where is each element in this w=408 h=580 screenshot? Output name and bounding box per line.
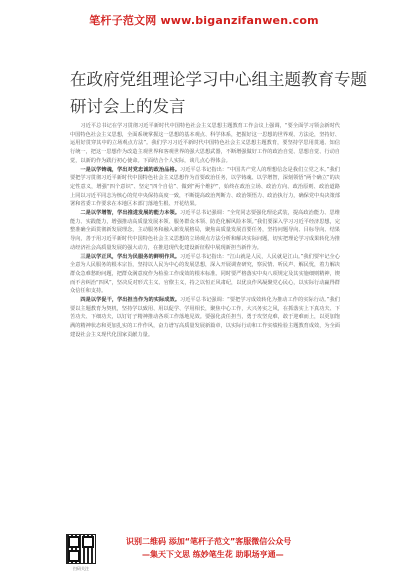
qr-code-icon[interactable]: [66, 534, 96, 564]
paragraph: [70, 253, 340, 297]
site-header: 笔杆子范文网 www.biganzifanwen.com: [89, 14, 319, 27]
promo-line-2: —集天下文思 练妙笔生花 助职场亨通—: [142, 550, 284, 559]
promo-footer: [60, 532, 360, 572]
paragraph: [70, 166, 340, 210]
document-title: 在政府党组理论学习中心组主题教育专题研讨会上的发言: [70, 70, 367, 116]
paragraph-text: 习近平总书记指出：“江山就是人民，人民就是江山。”我们要牢记全心全意为人民服务的根本宗旨，坚持以人民为中心的发展思想，深入开展调查研究，察民情、听民声、解民忧，着力解决群众急难愁盼问题，把群众满意度作为检验工作成效的根本标准。同时要严格落实中央八项规定及其实施细则精神，锲而不舍纠治“四风”，坚决反对形式主义、官僚主义，持之以恒正风肃纪，以优良作风凝聚党心民心，以实际行动赢得群众信任和支持。: [70, 253, 340, 295]
paragraph: [70, 209, 340, 253]
paragraph-heading: 四是以学促干，学出担当作为的实际成效。: [80, 297, 180, 304]
paragraph-heading: 二是以学增智，学出推进发展的能力本领。: [80, 210, 181, 217]
paragraph-text: 习近平总书记强调：“全党同志要强化理论武装，提高政治能力、思维能力、实践能力，增强推动高质量发展本领、服务群众本领、防范化解风险本领。”我们要深入学习习近平经济思想，完整准确全面贯彻新发展理念，主动服务和融入新发展格局，聚焦高质量发展首要任务，坚持问题导向、目标导向、结果导向，善于用习近平新时代中国特色社会主义思想的立场观点方法分析和解决实际问题，切实把理论学习成果转化为推动经济社会高质量发展的强大动力，在推进现代化建设新征程中展现新担当新作为。: [70, 210, 340, 251]
paragraph-text: 习近平总书记强调：“要把学习成效转化为推动工作的实际行动。”我们要以主题教育为契机，坚持学以致用、用以促学、学用相长，聚焦中心工作，大兴务实之风，在抓落实上下真功夫、下苦功夫、下细功夫，以钉钉子精神推动各项工作落地见效。要强化责任担当，勇于攻坚克难，敢于迎难而上，以更加饱满的精神状态和更加扎实的工作作风，奋力谱写高质量发展新篇章，以实际行动和工作实绩检验主题教育成效，为全面建设社会主义现代化国家贡献力量。: [70, 297, 340, 338]
qr-label: 扫码关注: [73, 566, 89, 571]
paragraph-text: 习近平总书记在学习贯彻习近平新时代中国特色社会主义思想主题教育工作会议上强调，“要全面学习领会新时代中国特色社会主义思想，全面系统掌握这一思想的基本观点、科学体系，把握好这一思想的世界观、方法论，坚持好、运用好贯穿其中的立场观点方法”。我们学习习近平新时代中国特色社会主义思想主题教育，要坚持学思用贯通、知信行统一，把这一思想作为改造主观世界和客观世界的强大思想武器，不断增强做好工作的政治自觉、思想自觉、行动自觉，以新的作为践行初心使命。下面结合个人实际，谈几点心得体会。: [70, 123, 340, 164]
paragraph: [70, 296, 340, 340]
promo-line-1: 识别二维码 添加“笔杆子范文”客服微信公众号: [126, 537, 292, 546]
paragraph: [70, 122, 340, 166]
paragraph-text: 习近平总书记指出：“中国共产党人的理想信念是我们立党之本。”我们要把学习贯彻习近平新时代中国特色社会主义思想作为首要政治任务，以学铸魂、以学增智，深刻领悟“两个确立”的决定性意义，增强“四个意识”、坚定“四个自信”、做到“两个维护”，始终在政治立场、政治方向、政治原则、政治道路上同以习近平同志为核心的党中央保持高度一致，不断提高政治判断力、政治领悟力、政治执行力，确保党中央决策部署和省委工作要求在本地区本部门落地生根、开花结果。: [70, 166, 340, 208]
paragraph-heading: 三是以学正风，学出为民服务的鲜明作风。: [80, 253, 180, 260]
paragraph-heading: 一是以学铸魂，学出对党忠诚的政治品格。: [80, 166, 180, 173]
document-body: [70, 122, 340, 340]
